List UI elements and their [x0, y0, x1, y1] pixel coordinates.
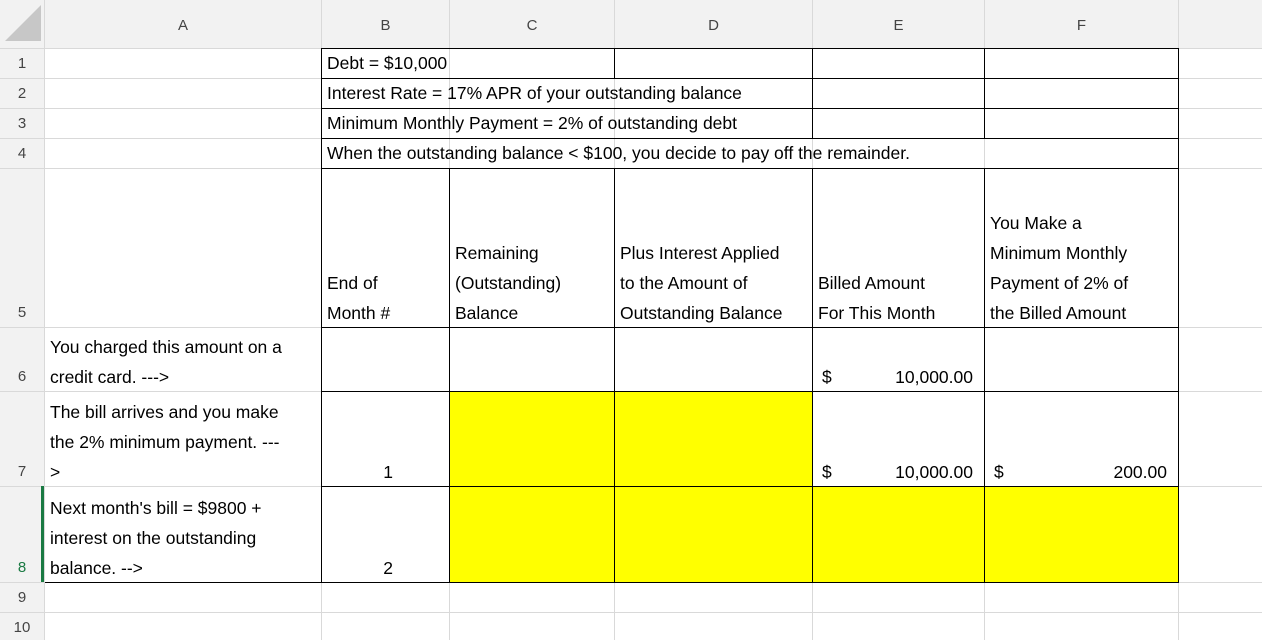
- column-header-F[interactable]: F: [1076, 17, 1087, 34]
- cell-E6-currency: $: [822, 367, 832, 387]
- cell-F7-amount[interactable]: 200.00: [1113, 462, 1167, 482]
- cell-D5-line-2: to the Amount of: [620, 273, 748, 293]
- cell-A8-line-2: interest on the outstanding: [50, 528, 257, 548]
- cell-B3[interactable]: Minimum Monthly Payment = 2% of outstanding debt: [327, 113, 738, 133]
- cell-C8-fill[interactable]: [450, 487, 614, 582]
- cell-B4[interactable]: When the outstanding balance < $100, you decide to pay off the remainder.: [327, 143, 910, 163]
- cell-C5-line-3: Balance: [455, 303, 519, 323]
- cell-D7-fill[interactable]: [615, 392, 812, 486]
- cell-B1[interactable]: Debt = $10,000: [327, 53, 448, 73]
- cell-A7[interactable]: [50, 397, 280, 487]
- cell-border: [812, 78, 813, 139]
- cell-F5-line-2: Minimum Monthly: [990, 243, 1128, 263]
- row-header-2[interactable]: 2: [17, 85, 27, 102]
- cell-A6[interactable]: [50, 332, 282, 392]
- cell-F5-line-3: Payment of 2% of: [990, 273, 1129, 293]
- cell-B2[interactable]: Interest Rate = 17% APR of your outstanding balance: [327, 83, 742, 103]
- row-header-3[interactable]: 3: [17, 115, 27, 132]
- cell-C5[interactable]: [455, 238, 561, 328]
- row-header-1[interactable]: 1: [17, 55, 27, 72]
- gridline: [0, 612, 1262, 613]
- row-header-10[interactable]: 10: [13, 619, 31, 636]
- cell-F5-line-4: the Billed Amount: [990, 303, 1127, 323]
- selected-row-indicator: [41, 486, 44, 582]
- cell-D5-line-1: Plus Interest Applied: [620, 243, 780, 263]
- cell-A7-line-1: The bill arrives and you make: [50, 402, 279, 422]
- cell-C7-fill[interactable]: [450, 392, 614, 486]
- cell-border: [984, 168, 985, 583]
- cell-F5-line-1: You Make a: [990, 213, 1082, 233]
- row-header-5[interactable]: 5: [17, 304, 27, 321]
- cell-A8-line-1: Next month's bill = $9800 +: [50, 498, 262, 518]
- cell-A7-line-2: the 2% minimum payment. ---: [50, 432, 280, 452]
- column-header-B[interactable]: B: [380, 17, 391, 34]
- gridline: [44, 0, 45, 640]
- column-header-E[interactable]: E: [893, 17, 904, 34]
- cell-B7[interactable]: 1: [383, 462, 393, 482]
- cell-E5-line-1: Billed Amount: [818, 273, 926, 293]
- cell-D5[interactable]: [620, 238, 782, 328]
- column-header-C[interactable]: C: [526, 17, 538, 34]
- cell-A8-line-3: balance. -->: [50, 558, 143, 578]
- cell-A7-line-3: >: [50, 462, 61, 482]
- cell-C5-line-2: (Outstanding): [455, 273, 562, 293]
- cell-F5[interactable]: [990, 208, 1128, 328]
- cell-border: [984, 48, 985, 139]
- cell-B5-line-2: Month #: [327, 303, 391, 323]
- cell-B8[interactable]: 2: [383, 558, 393, 578]
- row-header-7[interactable]: 7: [17, 463, 27, 480]
- cell-E5-line-2: For This Month: [818, 303, 936, 323]
- cell-D5-line-3: Outstanding Balance: [620, 303, 783, 323]
- cell-border: [321, 48, 1179, 49]
- cell-A6-line-2: credit card. --->: [50, 367, 170, 387]
- cell-B5-line-1: End of: [327, 273, 378, 293]
- row-header-6[interactable]: 6: [17, 368, 27, 385]
- column-header-A[interactable]: A: [177, 17, 188, 34]
- cell-E6-amount[interactable]: 10,000.00: [895, 367, 973, 387]
- cell-F7-currency: $: [994, 462, 1004, 482]
- cell-border: [812, 48, 813, 79]
- cell-border: [1178, 48, 1179, 583]
- cell-border: [449, 168, 450, 583]
- row-header-9[interactable]: 9: [17, 589, 27, 606]
- select-all-corner[interactable]: [5, 5, 41, 41]
- cell-F8-fill[interactable]: [985, 487, 1178, 582]
- column-header-D[interactable]: D: [708, 17, 719, 34]
- cell-border: [614, 48, 615, 79]
- row-header-4[interactable]: 4: [17, 145, 27, 162]
- cell-A8[interactable]: [50, 493, 262, 583]
- cell-A6-line-1: You charged this amount on a: [50, 337, 282, 357]
- cell-border: [614, 168, 615, 583]
- cell-C5-line-1: Remaining: [455, 243, 539, 263]
- row-header-8[interactable]: 8: [17, 559, 27, 576]
- cell-E8-fill[interactable]: [813, 487, 984, 582]
- cell-D8-fill[interactable]: [615, 487, 812, 582]
- cell-B5[interactable]: [327, 268, 390, 328]
- cell-E5[interactable]: [818, 268, 935, 328]
- cell-E7-currency: $: [822, 462, 832, 482]
- cell-border: [321, 48, 322, 583]
- cell-E7-amount[interactable]: 10,000.00: [895, 462, 973, 482]
